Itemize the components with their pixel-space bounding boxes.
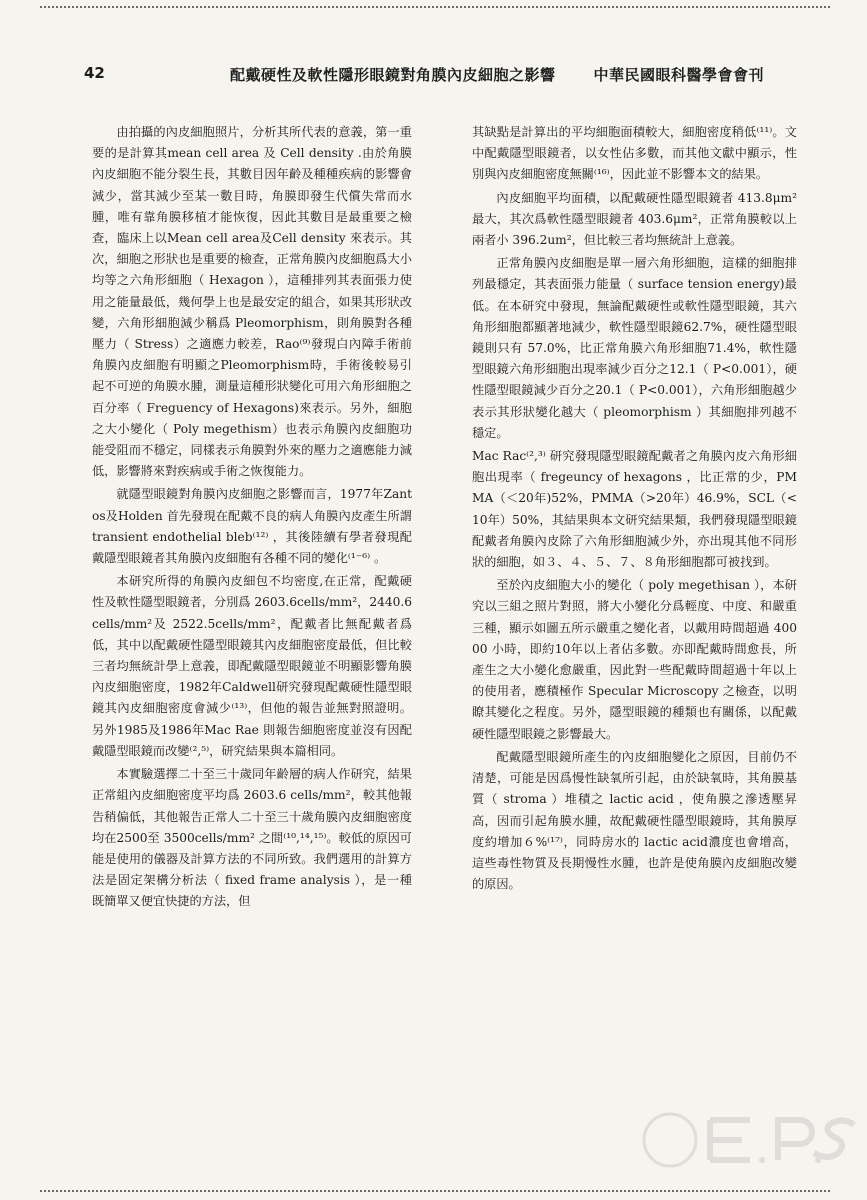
- left-column: [92, 122, 412, 1162]
- journal-name: 中華民國眼科醫學會會刊: [593, 66, 764, 84]
- paragraph: 正常角膜內皮細胞是單一層六角形細胞，這樣的細胞排列最穩定，其表面張力能量（ surface tension energy)最低。在本研究中發現，無論配戴硬性或軟性隱型眼鏡，其六角形細胞都顯著地減少，軟性隱型眼鏡62.7%，硬性隱型眼鏡則只有 57.0%，比正常角膜六角形細胞71.4%，軟性隱型眼鏡六角形細胞出現率減少百分之12.1（ P<0.001），硬性隱型眼鏡減少百分之20.1（ P<0.001），六角形細胞越少表示其形狀變化越大（ pleomorphism ）其細胞排列越不穩定。: [472, 256, 797, 440]
- paragraph: 內皮細胞平均面積，以配戴硬性隱型眼鏡者 413.8μm²最大，其次爲軟性隱型眼鏡者 403.6μm²，正常角膜較以上兩者小 396.2um²，但比較三者均無統計上意義。: [472, 190, 797, 248]
- right-column: [472, 122, 797, 1162]
- scan-edge-bottom: [40, 1190, 830, 1192]
- paragraph: 其缺點是計算出的平均細胞面積較大，細胞密度稍低⁽¹¹⁾。文中配戴隱型眼鏡者，以女性佔多數，而其他文獻中顯示，性別與內皮細胞密度無關⁽¹⁶⁾，因此並不影響本文的結果。: [472, 125, 797, 182]
- paragraph: 本實驗選擇二十至三十歲同年齡層的病人作研究，結果正常組內皮細胞密度平均爲 2603.6 cells/mm²，較其他報告稍偏低，其他報告正常人二十至三十歲角膜內皮細胞密度均在2500至 3500cells/mm² 之間⁽¹⁰,¹⁴,¹⁵⁾。較低的原因可能是使用的儀器及計算方法的不同所致。我們選用的計算方法是固定架構分析法（ fixed frame analysis ），是一種既簡單又便宜快捷的方法，但: [92, 767, 412, 909]
- eps-watermark-logo: [640, 1105, 860, 1175]
- paragraph: 至於內皮細胞大小的變化（ poly megethisan ），本研究以三組之照片對照，將大小變化分爲輕度、中度、和嚴重三種，顯示如圖五所示嚴重之變化者，以戴用時間超過 40000 小時，即約10年以上者佔多數。亦即配戴時間愈長，所產生之大小變化愈嚴重，因此對一些配戴時間超過十年以上的使用者，應積極作 Specular Microscopy 之檢查，以明瞭其變化之程度。另外，隱型眼鏡的種類也有關係，以配戴硬性隱型眼鏡之影響最大。: [472, 578, 797, 741]
- paragraph: 配戴隱型眼鏡所產生的內皮細胞變化之原因，目前仍不清楚，可能是因爲慢性缺氧所引起，由於缺氧時，其角膜基質（ stroma ）堆積之 lactic acid ，使角膜之滲透壓昇高，因而引起角膜水腫，故配戴硬性隱型眼鏡時，其角膜厚度約增加６%⁽¹⁷⁾，同時房水的 lactic acid濃度也會增高，這些毒性物質及長期慢性水腫，也許是使角膜內皮細胞改變的原因。: [472, 749, 797, 892]
- page-header: [84, 62, 764, 86]
- page-number: 42: [84, 64, 105, 82]
- paragraph: Mac Rac⁽²,³⁾ 研究發現隱型眼鏡配戴者之角膜內皮六角形細胞出現率（ fregeuncy of hexagons ，比正常的少，PMMA（＜20年)52%，PMMA（>20年）46.9%，SCL（<10年）50%，其結果與本文研究結果類，我們發現隱型眼鏡配戴者角膜內皮除了六角形細胞減少外，亦出現其他不同形狀的細胞，如３、４、５、７、８角形細胞都可被找到。: [472, 449, 797, 570]
- paragraph: 由拍攝的內皮細胞照片，分析其所代表的意義，第一重要的是計算其mean cell area 及 Cell density .由於角膜內皮細胞不能分裂生長，其數目因年齡及種種疾病的影響會減少，當其減少至某一數目時，角膜即發生代償失常而水腫，唯有靠角膜移植才能恢復，因此其數目是最重要之檢查，臨床上以Mean cell area及Cell density 來表示。其次，細胞之形狀也是重要的檢查，正常角膜內皮細胞爲大小均等之六角形細胞（ Hexagon ），這種排列其表面張力使用之能量最低，幾何學上也是最安定的組合，如果其形狀改變，六角形細胞減少稱爲 Pleomorphism，則角膜對各種壓力（ Stress）之適應力較差，Rao⁽⁹⁾發現白內障手術前角膜內皮細胞有明顯之Pleomorphism時，手術後較易引起不可逆的角膜水腫，測量這種形狀變化可用六角形細胞之百分率（ Freguency of Hexagons)來表示。另外，細胞之大小變化（ Poly megethism）也表示角膜內皮細胞功能受阻而不穩定，同樣表示角膜對外來的壓力之適應能力減低，影響將來對疾病或手術之恢復能力。: [92, 125, 412, 479]
- paragraph: 本研究所得的角膜內皮細包不均密度,在正常，配戴硬性及軟性隱型眼鏡者，分別爲 2603.6cells/mm²，2440.6cells/mm²及 2522.5cells/mm²，配戴者比無配戴者爲低，其中以配戴硬性隱型眼鏡其內皮細胞密度最低，但比較三者均無統計學上意義，即配戴隱型眼鏡並不明顯影響角膜內皮細胞密度，1982年Caldwell研究發現配戴硬性隱型眼鏡其內皮細胞密度會減少⁽¹³⁾，但他的報告並無對照證明。另外1985及1986年Mac Rae 則報告細胞密度並沒有因配戴隱型眼鏡而改變⁽²,⁵⁾，研究結果與本篇相同。: [92, 574, 412, 758]
- paragraph: 就隱型眼鏡對角膜內皮細胞之影響而言，1977年Zantos及Holden 首先發現在配戴不良的病人角膜內皮產生所謂 transient endothelial bleb⁽¹²⁾ ，其後陸續有學者發現配戴隱型眼鏡者其角膜內皮細胞有各種不同的變化⁽¹⁻⁶⁾ 。: [92, 487, 412, 566]
- scan-edge-top: [40, 6, 830, 8]
- running-title: 配戴硬性及軟性隱形眼鏡對角膜內皮細胞之影響: [230, 66, 556, 84]
